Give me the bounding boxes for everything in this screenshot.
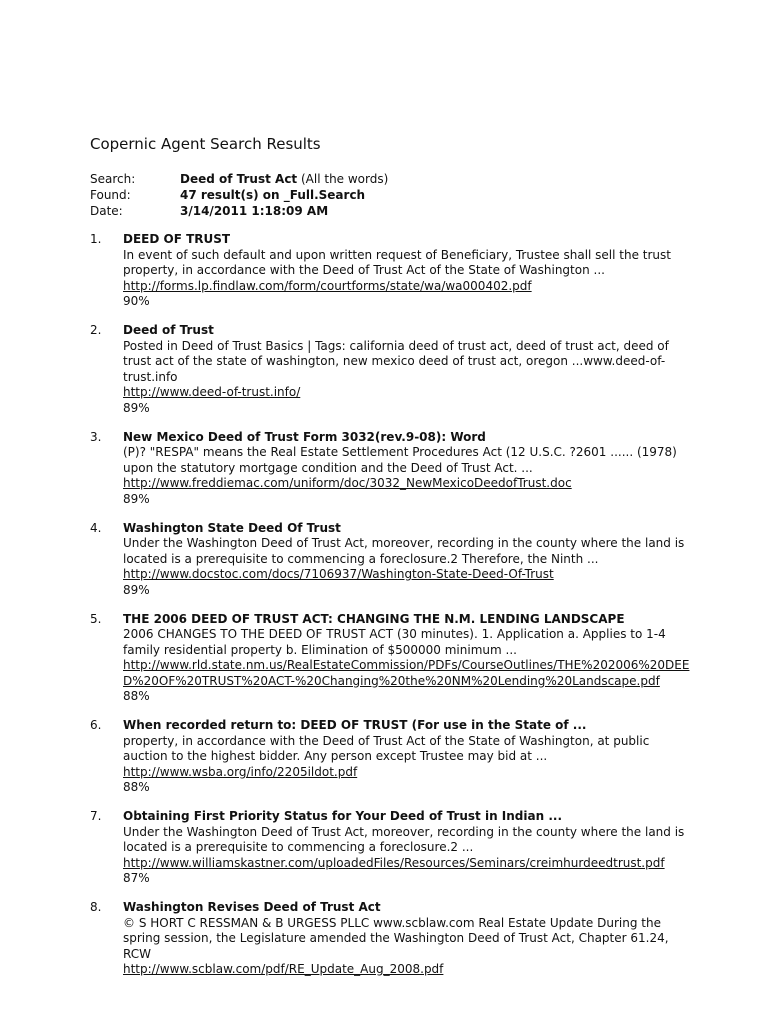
search-query: Deed of Trust Act <box>180 172 298 186</box>
result-body <box>123 521 690 599</box>
result-link[interactable]: http://www.wsba.org/info/2205ildot.pdf <box>123 764 358 779</box>
result-score: 88% <box>123 689 150 703</box>
result-body <box>123 232 690 310</box>
result-item <box>90 430 690 508</box>
search-summary <box>90 171 690 219</box>
result-body <box>123 809 690 887</box>
results-list <box>90 232 690 978</box>
result-snippet: Under the Washington Deed of Trust Act, moreover, recording in the county where the land is located is a prerequisite to commencing a foreclosure.2 Therefore, the Ninth ... <box>123 536 685 566</box>
result-body <box>123 323 690 416</box>
date-row <box>90 203 690 219</box>
result-link[interactable]: http://www.williamskastner.com/uploadedFiles/Resources/Seminars/creimhurdeedtrust.pdf <box>123 855 665 870</box>
found-row <box>90 187 690 203</box>
search-row <box>90 171 690 187</box>
result-number: 1. <box>90 232 102 246</box>
result-number: 3. <box>90 429 102 444</box>
result-item <box>90 323 690 416</box>
result-title: Washington State Deed Of Trust <box>123 520 341 535</box>
result-title: THE 2006 DEED OF TRUST ACT: CHANGING THE N.M. LENDING LANDSCAPE <box>123 611 625 626</box>
result-title: Washington Revises Deed of Trust Act <box>123 900 381 914</box>
result-item <box>90 900 690 978</box>
result-score: 89% <box>123 491 150 506</box>
result-number: 2. <box>90 323 102 337</box>
result-link[interactable]: http://www.freddiemac.com/uniform/doc/3032_NewMexicoDeedofTrust.doc <box>123 476 572 490</box>
result-snippet: (P)? "RESPA" means the Real Estate Settlement Procedures Act (12 U.S.C. ?2601 ...... (1978) upon the statutory mortgage condition and the Deed of Trust Act. ... <box>123 445 677 475</box>
date-value: 3/14/2011 1:18:09 AM <box>180 204 329 218</box>
result-item <box>90 809 690 887</box>
result-title: New Mexico Deed of Trust Form 3032(rev.9-08): Word <box>123 429 486 444</box>
result-snippet: 2006 CHANGES TO THE DEED OF TRUST ACT (30 minutes). 1. Application a. Applies to 1-4 family residential property b. Elimination of $500000 minimum ... <box>123 627 666 657</box>
found-value-wrap <box>180 187 365 203</box>
result-score: 90% <box>123 294 150 308</box>
result-snippet: © S HORT C RESSMAN & B URGESS PLLC www.scblaw.com Real Estate Update During the spring session, the Legislature amended the Washington Deed of Trust Act, Chapter 61.24, RCW <box>123 915 669 961</box>
result-score: 89% <box>123 400 150 415</box>
found-label: Found: <box>90 188 131 202</box>
search-results-document <box>90 134 690 991</box>
result-snippet: property, in accordance with the Deed of Trust Act of the State of Washington, at public auction to the highest bidder. Any person except Trustee may bid at ... <box>123 733 650 763</box>
result-snippet: In event of such default and upon written request of Beneficiary, Trustee shall sell the trust property, in accordance with the Deed of Trust Act of the State of Washington ... <box>123 247 671 277</box>
result-score: 87% <box>123 871 150 885</box>
result-title: DEED OF TRUST <box>123 232 231 246</box>
search-qualifier: (All the words) <box>297 172 389 186</box>
result-link[interactable]: http://www.docstoc.com/docs/7106937/Washington-State-Deed-Of-Trust <box>123 567 554 581</box>
result-link[interactable]: http://forms.lp.findlaw.com/form/courtforms/state/wa/wa000402.pdf <box>123 278 532 293</box>
result-item <box>90 612 690 705</box>
result-title: Deed of Trust <box>123 323 214 337</box>
result-snippet: Posted in Deed of Trust Basics | Tags: california deed of trust act, deed of trust act, deed of trust act of the state of washington, new mexico deed of trust act, oregon ...www.deed-of-trust.info <box>123 338 669 384</box>
found-value: 47 result(s) on _Full.Search <box>180 188 366 202</box>
search-label: Search: <box>90 172 136 186</box>
result-snippet: Under the Washington Deed of Trust Act, moreover, recording in the county where the land is located is a prerequisite to commencing a foreclosure.2 ... <box>123 824 685 854</box>
result-number: 6. <box>90 718 102 732</box>
result-body <box>123 900 690 978</box>
page-title: Copernic Agent Search Results <box>90 135 321 153</box>
result-link[interactable]: http://www.rld.state.nm.us/RealEstateCommission/PDFs/CourseOutlines/THE%202006%20DEED%20OF%20TRUST%20ACT-%20Changing%20the%20NM%20Lending%20Landscape.pdf <box>123 658 690 688</box>
result-score: 89% <box>123 582 150 597</box>
result-number: 8. <box>90 900 102 914</box>
result-link[interactable]: http://www.deed-of-trust.info/ <box>123 385 301 399</box>
result-body <box>123 718 690 796</box>
date-value-wrap <box>180 203 328 219</box>
result-score: 88% <box>123 780 150 794</box>
result-body <box>123 612 690 705</box>
result-number: 5. <box>90 611 102 626</box>
search-value-wrap <box>180 171 388 187</box>
result-title: Obtaining First Priority Status for Your Deed of Trust in Indian ... <box>123 809 563 823</box>
result-number: 7. <box>90 809 102 823</box>
result-item <box>90 718 690 796</box>
result-item <box>90 521 690 599</box>
result-item <box>90 232 690 310</box>
result-number: 4. <box>90 520 102 535</box>
result-link[interactable]: http://www.scblaw.com/pdf/RE_Update_Aug_2008.pdf <box>123 962 444 976</box>
result-title: When recorded return to: DEED OF TRUST (For use in the State of ... <box>123 718 587 732</box>
date-label: Date: <box>90 204 123 218</box>
result-body <box>123 430 690 508</box>
